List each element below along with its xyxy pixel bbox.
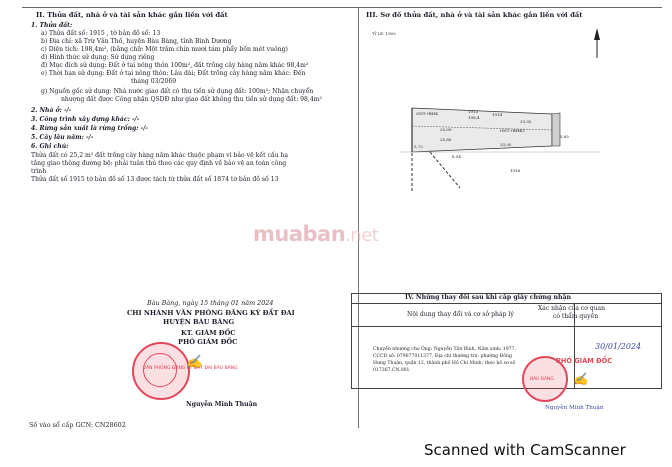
- parcel-shape: [400, 108, 600, 193]
- notes-heading: 6. Ghi chú:: [31, 143, 69, 150]
- label-d7: 8,54: [452, 154, 461, 159]
- map-scale: TỶ LỆ: 1/500: [372, 32, 396, 36]
- signing-date: Bàu Bàng, ngày 15 tháng 01 năm 2024: [147, 299, 274, 307]
- label-d2: 5,72: [414, 144, 423, 149]
- forest-line: 4. Rừng sản xuất là rừng trồng: -/-: [31, 125, 148, 132]
- label-d4: 33,95: [500, 142, 512, 147]
- note-1: Thửa đất có 25,2 m² đất trồng cây hàng năm khác thuộc phạm vi bảo vệ kết cấu hạ: [31, 152, 289, 159]
- confirm-signer: Nguyễn Minh Thuận: [545, 405, 604, 411]
- camscanner-footer: Scanned with CamScanner: [424, 441, 626, 459]
- office-district: HUYỆN BÀU BÀNG: [163, 318, 235, 326]
- office-title-2: PHÓ GIÁM ĐỐC: [178, 338, 238, 346]
- use-form-line: d) Hình thức sử dụng: Sử dụng riêng: [41, 54, 155, 61]
- office-title-1: KT. GIÁM ĐỐC: [181, 329, 236, 337]
- confirm-date: 30/01/2024: [595, 342, 642, 351]
- label-odt: ONT+BHK: [416, 111, 439, 116]
- label-odt2: ONT+BHK2: [500, 128, 525, 133]
- perennial-line: 5. Cây lâu năm: -/-: [31, 134, 94, 141]
- watermark-tld: .net: [345, 225, 379, 246]
- area-line: c) Diện tích: 198,4m², (bằng chữ: Một trăm chín mươi tám phẩy bốn mét vuông): [41, 46, 288, 53]
- label-area: 198,4: [468, 115, 480, 120]
- section-2-title: II. Thửa đất, nhà ở và tài sản khác gắn liền với đất: [36, 11, 228, 19]
- label-d1: 33,92: [520, 119, 532, 124]
- term-line-2: tháng 03/2069: [131, 78, 177, 85]
- label-neighbor-bottom: 1916: [510, 168, 521, 173]
- label-d3: 5,85: [560, 134, 569, 139]
- parcel-line: a) Thửa đất số: 1915 , tờ bản đồ số: 13: [41, 30, 161, 37]
- confirm-title: PHÓ GIÁM ĐỐC: [556, 357, 613, 365]
- certificate-number: Số vào sổ cấp GCN: CN28602: [29, 421, 126, 429]
- changes-col1-header: Nội dung thay đổi và cơ sở pháp lý: [407, 311, 514, 318]
- change-entry-3: Hưng Thuận, quận 12, thành phố Hồ Chí Minh; theo hồ sơ số: [373, 361, 516, 366]
- signature-right: ✍: [573, 372, 588, 386]
- changes-col2-header-1: Xác nhận của cơ quan: [538, 305, 605, 312]
- changes-col2-header-2: có thẩm quyền: [553, 313, 599, 320]
- purpose-line: đ) Mục đích sử dụng: Đất ở tại nông thôn 100m², đất trồng cây hàng năm khác 98,4m²: [41, 62, 309, 69]
- label-neighbor-top: 1914: [492, 112, 503, 117]
- label-parcel: 1915: [468, 109, 479, 114]
- watermark-logo: [253, 222, 378, 246]
- office-name: CHI NHÁNH VĂN PHÒNG ĐĂNG KÝ ĐẤT ĐAI: [127, 309, 295, 317]
- origin-line-2: nhượng đất được Công nhận QSDĐ như giao đất không thu tiền sử dụng đất: 98,4m²: [61, 96, 322, 103]
- land-heading: 1. Thửa đất:: [31, 22, 73, 29]
- signer-name: Nguyễn Minh Thuận: [186, 401, 258, 408]
- change-entry-2: CCCD số: 079077011377, Địa chỉ thường trú: phường Đông: [373, 354, 512, 359]
- watermark-brand: muaban: [253, 222, 346, 246]
- section-3-title: III. Sơ đồ thửa đất, nhà ở và tài sản khác gắn liền với đất: [366, 11, 583, 19]
- changes-table-title: IV. Những thay đổi sau khi cấp giấy chứng nhận: [405, 294, 572, 301]
- note-4: Thửa đất số 1915 tờ bản đồ số 13 được tách từ thửa đất số 1874 tờ bản đồ số 13: [31, 176, 279, 183]
- signature-left: ✍: [186, 355, 203, 370]
- north-arrow-icon: [594, 28, 600, 58]
- origin-line: g) Nguồn gốc sử dụng: Nhà nước giao đất có thu tiền sử dụng đất: 100m²; Nhận chuyển: [41, 88, 314, 95]
- label-d5: 25,80: [440, 137, 452, 142]
- parcel-diagram: [400, 28, 610, 198]
- change-entry-1: Chuyển nhượng cho Ông: Nguyễn Tấn Bình, Năm sinh: 1977,: [373, 347, 516, 352]
- address-line: b) Địa chỉ: xã Trừ Văn Thố, huyện Bàu Bàng, tỉnh Bình Dương: [41, 38, 232, 45]
- change-entry-4: 017367.CN.001: [373, 368, 410, 373]
- seal-text-left: VĂN PHÒNG ĐĂNG KÝ ĐẤT ĐAI BÀU BÀNG: [143, 366, 238, 371]
- changes-table: [351, 293, 662, 389]
- house-line: 2. Nhà ở: -/-: [31, 107, 72, 114]
- note-3: trình: [31, 168, 47, 175]
- seal-text-right: BÀU BÀNG: [530, 377, 554, 382]
- construction-line: 3. Công trình xây dựng khác: -/-: [31, 116, 140, 123]
- note-2: tầng giao thông đường bộ: phải tuân thủ theo các quy định về bảo vệ an toàn công: [31, 160, 287, 167]
- term-line: e) Thời hạn sử dụng: Đất ở tại nông thôn: Lâu dài; Đất trồng cây hàng năm khác: Đến: [41, 70, 306, 77]
- label-d6: 20,09: [440, 127, 452, 132]
